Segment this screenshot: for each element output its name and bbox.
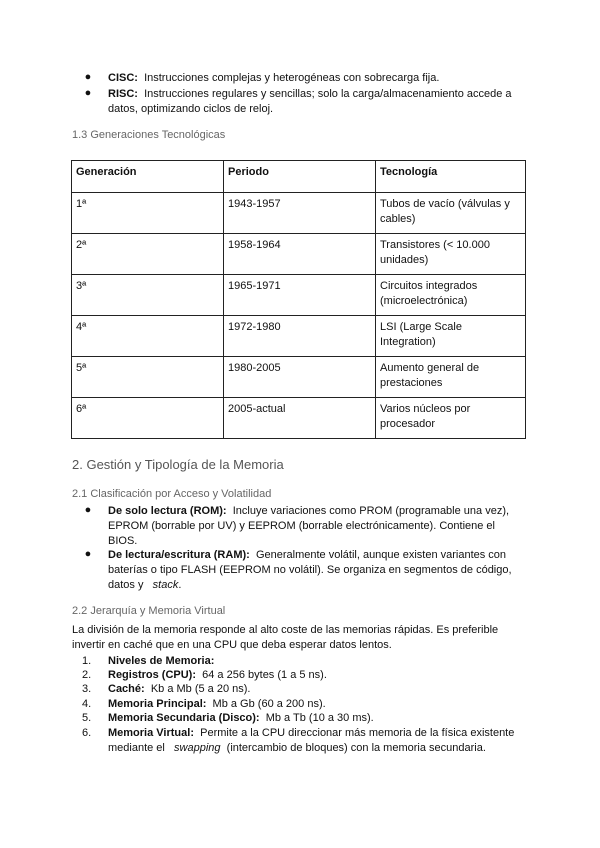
cell-gen: 3ª	[72, 275, 224, 316]
item-term: Caché:	[108, 683, 145, 695]
cell-gen: 1ª	[72, 193, 224, 234]
col-header-generacion: Generación	[72, 161, 224, 193]
ram-desc-cont: baterías o tipo FLASH (EEPROM no volátil). Se organiza en segmentos de código,	[108, 564, 512, 576]
tech-line: Circuitos integrados	[380, 280, 478, 292]
rom-desc-cont: BIOS.	[108, 535, 138, 547]
ram-desc: Generalmente volátil, aunque existen variantes con	[255, 549, 507, 561]
ram-item	[108, 548, 506, 562]
list-item	[108, 668, 327, 682]
item-desc: Kb a Mb (5 a 20 ns).	[150, 683, 251, 695]
list-number: 1.	[82, 655, 92, 667]
vm-desc-text: mediante el	[108, 742, 165, 754]
list-number: 5.	[82, 712, 92, 724]
table-row	[72, 316, 526, 357]
tech-line: (microelectrónica)	[380, 295, 468, 307]
list-item-cont	[108, 741, 486, 755]
section-heading-2-2: 2.2 Jerarquía y Memoria Virtual	[72, 605, 226, 617]
tech-line: Aumento general de	[380, 362, 480, 374]
item-desc: Permite a la CPU direccionar más memoria de la física existente	[200, 727, 515, 739]
list-number: 6.	[82, 727, 92, 739]
cisc-item	[108, 71, 439, 85]
bullet: ●	[84, 87, 92, 99]
list-number: 3.	[82, 683, 92, 695]
item-term: Memoria Virtual:	[108, 727, 194, 739]
tech-line: unidades)	[380, 254, 429, 266]
section-heading-1-3: 1.3 Generaciones Tecnológicas	[72, 129, 226, 141]
tech-line: Integration)	[380, 336, 436, 348]
risc-desc: Instrucciones regulares y sencillas; solo la carga/almacenamiento accede a	[144, 88, 512, 100]
bullet: ●	[84, 71, 92, 83]
tech-line: LSI (Large Scale	[380, 321, 462, 333]
rom-desc-cont: EPROM (borrable por UV) y EEPROM (borrable electrónicamente). Contiene el	[108, 520, 495, 532]
cell-tech	[376, 193, 526, 234]
rom-term: De solo lectura (ROM):	[108, 505, 227, 517]
cell-tech	[376, 234, 526, 275]
list-item	[108, 711, 374, 725]
cell-period: 1958-1964	[224, 234, 376, 275]
cell-gen: 2ª	[72, 234, 224, 275]
table-row	[72, 234, 526, 275]
table-row	[72, 398, 526, 439]
ram-desc-text: datos y	[108, 579, 144, 591]
cell-gen: 4ª	[72, 316, 224, 357]
list-item	[108, 682, 250, 696]
generations-table	[71, 160, 526, 439]
item-desc: 64 a 256 bytes (1 a 5 ns).	[202, 669, 327, 681]
cell-tech	[376, 275, 526, 316]
list-number: 4.	[82, 698, 92, 710]
list-item	[108, 654, 214, 668]
bullet: ●	[84, 548, 92, 560]
cell-gen: 5ª	[72, 357, 224, 398]
vm-desc-swapping: swapping	[174, 742, 221, 754]
col-header-periodo: Periodo	[224, 161, 376, 193]
section-heading-2-1: 2.1 Clasificación por Acceso y Volatilidad	[72, 488, 272, 500]
table-row	[72, 275, 526, 316]
cell-gen: 6ª	[72, 398, 224, 439]
item-desc: Mb a Gb (60 a 200 ns).	[212, 698, 326, 710]
cisc-term: CISC:	[108, 72, 138, 84]
table-header-row	[72, 161, 526, 193]
item-term: Memoria Secundaria (Disco):	[108, 712, 260, 724]
bullet: ●	[84, 504, 92, 516]
item-term: Memoria Principal:	[108, 698, 207, 710]
ram-desc-stack: stack	[152, 579, 179, 591]
tech-line: prestaciones	[380, 377, 443, 389]
cell-period: 1972-1980	[224, 316, 376, 357]
rom-item	[108, 504, 509, 518]
table-row	[72, 357, 526, 398]
cell-period: 1965-1971	[224, 275, 376, 316]
tech-line: procesador	[380, 418, 436, 430]
list-number: 2.	[82, 669, 92, 681]
ram-desc-cont	[108, 578, 181, 592]
item-term: Niveles de Memoria:	[108, 655, 215, 667]
risc-item	[108, 87, 512, 101]
ram-desc-end: .	[178, 579, 182, 591]
list-item	[108, 726, 514, 740]
cell-period: 1943-1957	[224, 193, 376, 234]
ram-term: De lectura/escritura (RAM):	[108, 549, 250, 561]
col-header-tecnologia: Tecnología	[376, 161, 526, 193]
cell-tech	[376, 398, 526, 439]
tech-line: cables)	[380, 213, 416, 225]
cell-tech	[376, 357, 526, 398]
vm-desc-end: (intercambio de bloques) con la memoria secundaria.	[226, 742, 486, 754]
risc-term: RISC:	[108, 88, 138, 100]
list-item	[108, 697, 326, 711]
cell-period: 2005-actual	[224, 398, 376, 439]
tech-line: Transistores (< 10.000	[380, 239, 490, 251]
item-term: Registros (CPU):	[108, 669, 197, 681]
table-row	[72, 193, 526, 234]
item-desc: Mb a Tb (10 a 30 ms).	[265, 712, 374, 724]
section-heading-2: 2. Gestión y Tipología de la Memoria	[72, 457, 284, 472]
rom-desc: Incluye variaciones como PROM (programable una vez),	[232, 505, 510, 517]
intro-paragraph: La división de la memoria responde al alto coste de las memorias rápidas. Es preferible	[72, 624, 499, 636]
tech-line: Varios núcleos por	[380, 403, 471, 415]
intro-paragraph-cont: invertir en caché que en una CPU que deba esperar datos lentos.	[72, 639, 392, 651]
cell-tech	[376, 316, 526, 357]
cell-period: 1980-2005	[224, 357, 376, 398]
cisc-desc: Instrucciones complejas y heterogéneas con sobrecarga fija.	[144, 72, 440, 84]
tech-line: Tubos de vacío (válvulas y	[380, 198, 510, 210]
risc-desc-cont: datos, optimizando ciclos de reloj.	[108, 103, 274, 115]
